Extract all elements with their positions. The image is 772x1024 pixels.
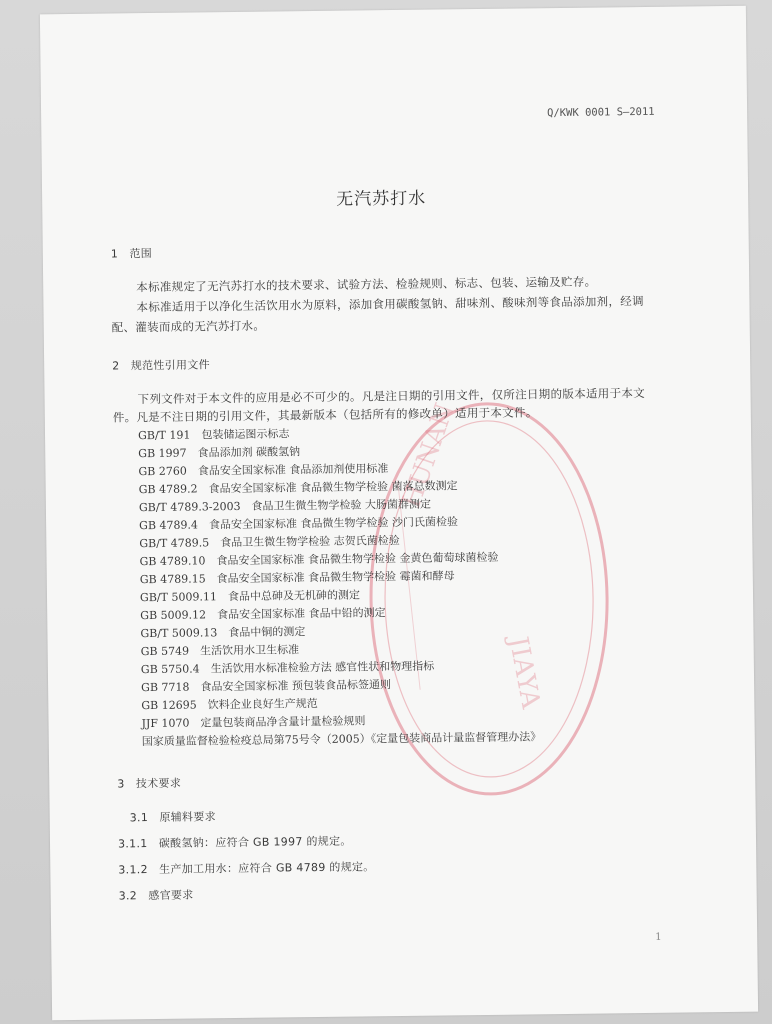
official-seal	[357, 387, 622, 810]
references-intro-line-1: 下列文件对于本文件的应用是必不可少的。凡是注日期的引用文件，仅所注日期的版本适用于本文	[137, 385, 646, 407]
reference-item: GB 4789.4 食品安全国家标准 食品微生物学检验 沙门氏菌检验	[139, 515, 459, 533]
reference-item: GB 4789.15 食品安全国家标准 食品微生物学检验 霉菌和酵母	[139, 569, 455, 587]
reference-item: GB/T 5009.11 食品中总砷及无机砷的测定	[139, 588, 360, 605]
svg-text:HUNAN: HUNAN	[396, 399, 461, 513]
subsection-heading-sensory: 3.2 感官要求	[118, 888, 194, 903]
reference-item: GB 4789.10 食品安全国家标准 食品微生物学检验 金黄色葡萄球菌检验	[139, 550, 499, 569]
page-title: 无汽苏打水	[336, 188, 427, 210]
clause-process-water: 3.1.2 生产加工用水：应符合 GB 4789 的规定。	[118, 860, 375, 877]
reference-item: GB 5750.4 生活饮用水标准检验方法 感官性状和物理指标	[140, 659, 435, 677]
reference-item: GB 12695 饮料企业良好生产规范	[141, 697, 318, 713]
reference-item: JJF 1070 定量包装商品净含量计量检验规则	[141, 714, 366, 731]
subsection-heading-raw-materials: 3.1 原辅料要求	[129, 810, 216, 825]
reference-item: GB/T 191 包装储运图示标志	[137, 427, 290, 443]
reference-item: GB/T 4789.3-2003 食品卫生微生物学检验 大肠菌群测定	[138, 497, 432, 515]
reference-item: GB 2760 食品安全国家标准 食品添加剂使用标准	[138, 462, 389, 479]
section-heading-normative-references: 2 规范性引用文件	[112, 358, 210, 373]
reference-item: GB 5009.12 食品安全国家标准 食品中铅的测定	[140, 606, 386, 623]
clause-sodium-bicarbonate: 3.1.1 碳酸氢钠：应符合 GB 1997 的规定。	[117, 834, 352, 851]
reference-item: 国家质量监督检验检疫总局第75号令（2005）《定量包装商品计量监督管理办法》	[141, 730, 542, 749]
section-heading-scope: 1 范围	[110, 246, 153, 261]
document-page	[40, 6, 758, 1021]
document-code: Q/KWK 0001 S—2011	[547, 105, 655, 120]
reference-item: GB/T 5009.13 食品中铜的测定	[140, 625, 306, 641]
scope-paragraph-2-line-1: 本标准适用于以净化生活饮用水为原料，添加食用碳酸氢钠、甜味剂、酸味剂等食品添加剂，经调	[136, 293, 644, 315]
scope-paragraph-2-line-2: 配、灌装而成的无汽苏打水。	[111, 318, 266, 335]
reference-item: GB 1997 食品添加剂 碳酸氢钠	[138, 445, 301, 461]
references-intro-line-2: 件。凡是不注日期的引用文件，其最新版本（包括所有的修改单）适用于本文件。	[112, 405, 538, 425]
reference-item: GB/T 4789.5 食品卫生微生物学检验 志贺氏菌检验	[139, 533, 400, 551]
page-number: 1	[655, 931, 662, 943]
scope-paragraph-1: 本标准规定了无汽苏打水的技术要求、试验方法、检验规则、标志、包装、运输及贮存。	[136, 274, 597, 295]
svg-text:JIAYA: JIAYA	[502, 634, 546, 712]
reference-item: GB 7718 食品安全国家标准 预包装食品标签通则	[141, 678, 392, 695]
reference-item: GB 5749 生活饮用水卫生标准	[140, 643, 300, 659]
section-heading-technical-requirements: 3 技术要求	[117, 776, 182, 791]
reference-item: GB 4789.2 食品安全国家标准 食品微生物学检验 菌落总数测定	[138, 479, 458, 497]
